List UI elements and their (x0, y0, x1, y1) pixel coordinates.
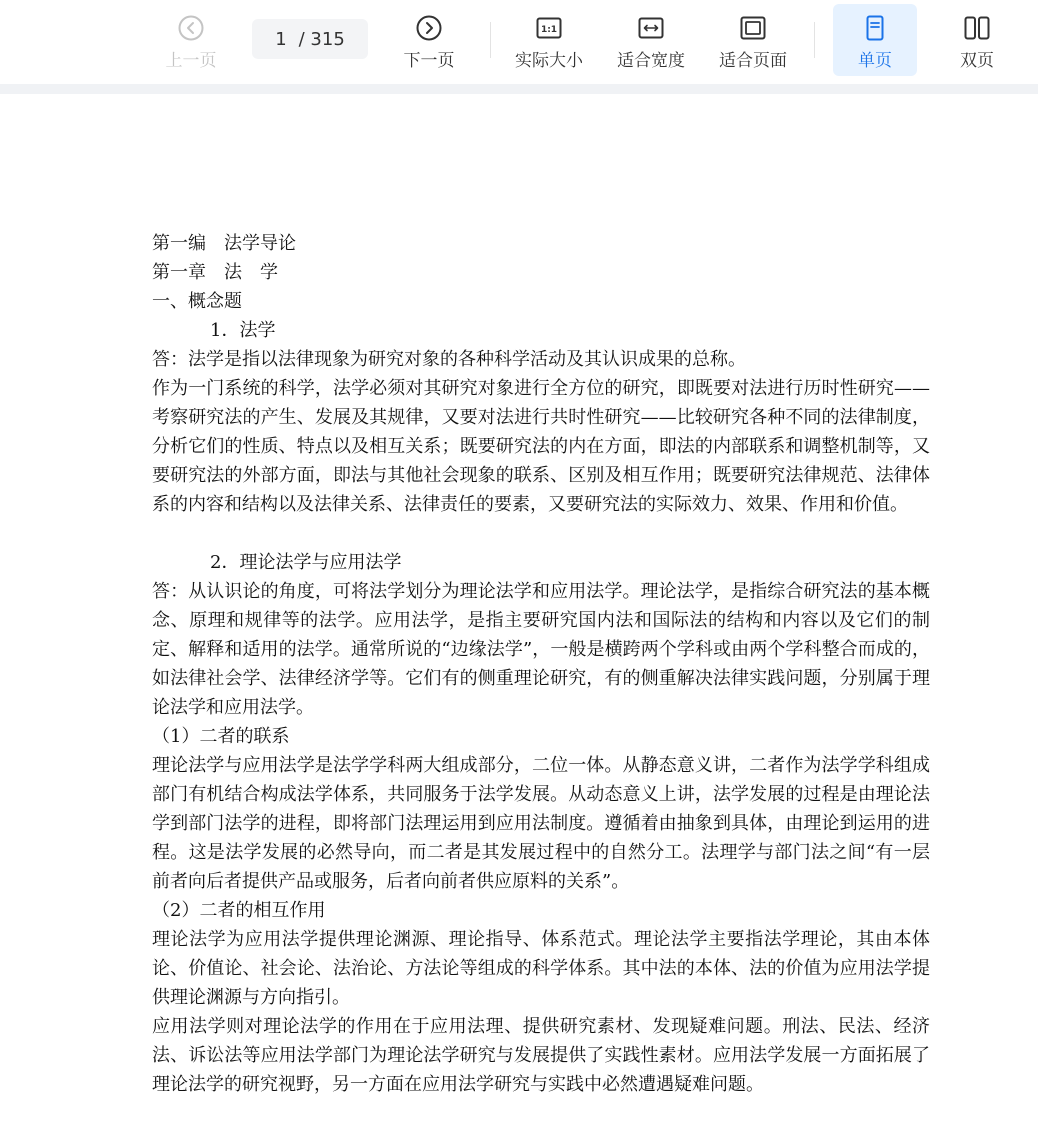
double-page-button[interactable] (936, 4, 1018, 76)
single-page-button[interactable] (833, 4, 917, 76)
fit-width-icon (637, 14, 665, 42)
single-page-label: 单页 (858, 51, 892, 71)
body-paragraph: 理论法学为应用法学提供理论渊源、理论指导、体系范式。理论法学主要指法学理论，其由本体论、价值论、社会论、法治论、方法论等组成的科学体系。其中法的本体、法的价值为应用法学提供理论渊源与方向指引。 (152, 929, 930, 1008)
answer-paragraph: 答：从认识论的角度，可将法学划分为理论法学和应用法学。理论法学，是指综合研究法的基本概念、原理和规律等的法学。应用法学，是指主要研究国内法和国际法的结构和内容以及它们的制定、解释和适用的法学。通常所说的“边缘法学”，一般是横跨两个学科或由两个学科整合而成的，如法律社会学、法律经济学等。它们有的侧重理论研究，有的侧重解决法律实践问题，分别属于理论法学和应用法学。 (152, 581, 930, 718)
chapter-title: 第一章 法 学 (152, 262, 278, 283)
blank-line (152, 519, 930, 548)
toolbar-separator (0, 84, 1038, 94)
fit-width-button[interactable] (610, 4, 692, 76)
actual-size-button[interactable] (508, 4, 590, 76)
page-indicator[interactable] (252, 19, 368, 59)
next-page-button[interactable] (390, 4, 468, 76)
document-page (152, 229, 930, 1099)
svg-text:1:1: 1:1 (540, 25, 558, 35)
current-page-number[interactable]: 1 (275, 28, 287, 50)
fit-width-label: 适合宽度 (617, 51, 685, 71)
part-title: 第一编 法学导论 (152, 233, 296, 254)
chevron-right-circle-icon (415, 14, 443, 42)
subsection-title: （1）二者的联系 (152, 726, 290, 747)
one-to-one-icon (535, 14, 563, 42)
body-paragraph: 应用法学则对理论法学的作用在于应用法理、提供研究素材、发现疑难问题。刑法、民法、经济法、诉讼法等应用法学部门为理论法学研究与发展提供了实践性素材。应用法学发展一方面拓展了理论法学的研究视野，另一方面在应用法学研究与实践中必然遭遇疑难问题。 (152, 1016, 930, 1095)
actual-size-label: 实际大小 (515, 51, 583, 71)
body-paragraph: 理论法学与应用法学是法学学科两大组成部分，二位一体。从静态意义讲，二者作为法学学科组成部门有机结合构成法学体系，共同服务于法学发展。从动态意义上讲，法学发展的过程是由理论法学到部门法学的进程，即将部门法理运用到应用法制度。遵循着由抽象到具体，由理论到运用的进程。这是法学发展的必然导向，而二者是其发展过程中的自然分工。法理学与部门法之间“有一层前者向后者提供产品或服务，后者向前者供应原料的关系”。 (152, 755, 930, 892)
single-page-icon (861, 14, 889, 42)
double-page-icon (963, 14, 991, 42)
pdf-toolbar (0, 0, 1038, 84)
toolbar-divider (814, 22, 815, 58)
chevron-left-circle-icon (177, 14, 205, 42)
answer-paragraph: 作为一门系统的科学，法学必须对其研究对象进行全方位的研究，即既要对法进行历时性研究——考察研究法的产生、发展及其规律，又要对法进行共时性研究——比较研究各种不同的法律制度，分析它们的性质、特点以及相互关系；既要研究法的内在方面，即法的内部联系和调整机制等，又要研究法的外部方面，即法与其他社会现象的联系、区别及相互作用；既要研究法律规范、法律体系的内容和结构以及法律关系、法律责任的要素，又要研究法的实际效力、效果、作用和价值。 (152, 378, 930, 515)
total-pages: / 315 (298, 28, 345, 50)
prev-page-label: 上一页 (165, 51, 217, 71)
subsection-title: （2）二者的相互作用 (152, 900, 326, 921)
question-title: 2．理论法学与应用法学 (210, 552, 402, 573)
toolbar-divider (490, 22, 491, 58)
fit-page-button[interactable] (712, 4, 794, 76)
section-title: 一、概念题 (152, 291, 242, 312)
double-page-label: 双页 (960, 51, 994, 71)
prev-page-button[interactable] (152, 4, 230, 76)
question-title: 1．法学 (210, 320, 276, 341)
fit-page-label: 适合页面 (719, 51, 787, 71)
fit-page-icon (739, 14, 767, 42)
next-page-label: 下一页 (403, 51, 455, 71)
answer-paragraph: 答：法学是指以法律现象为研究对象的各种科学活动及其认识成果的总称。 (152, 349, 746, 370)
